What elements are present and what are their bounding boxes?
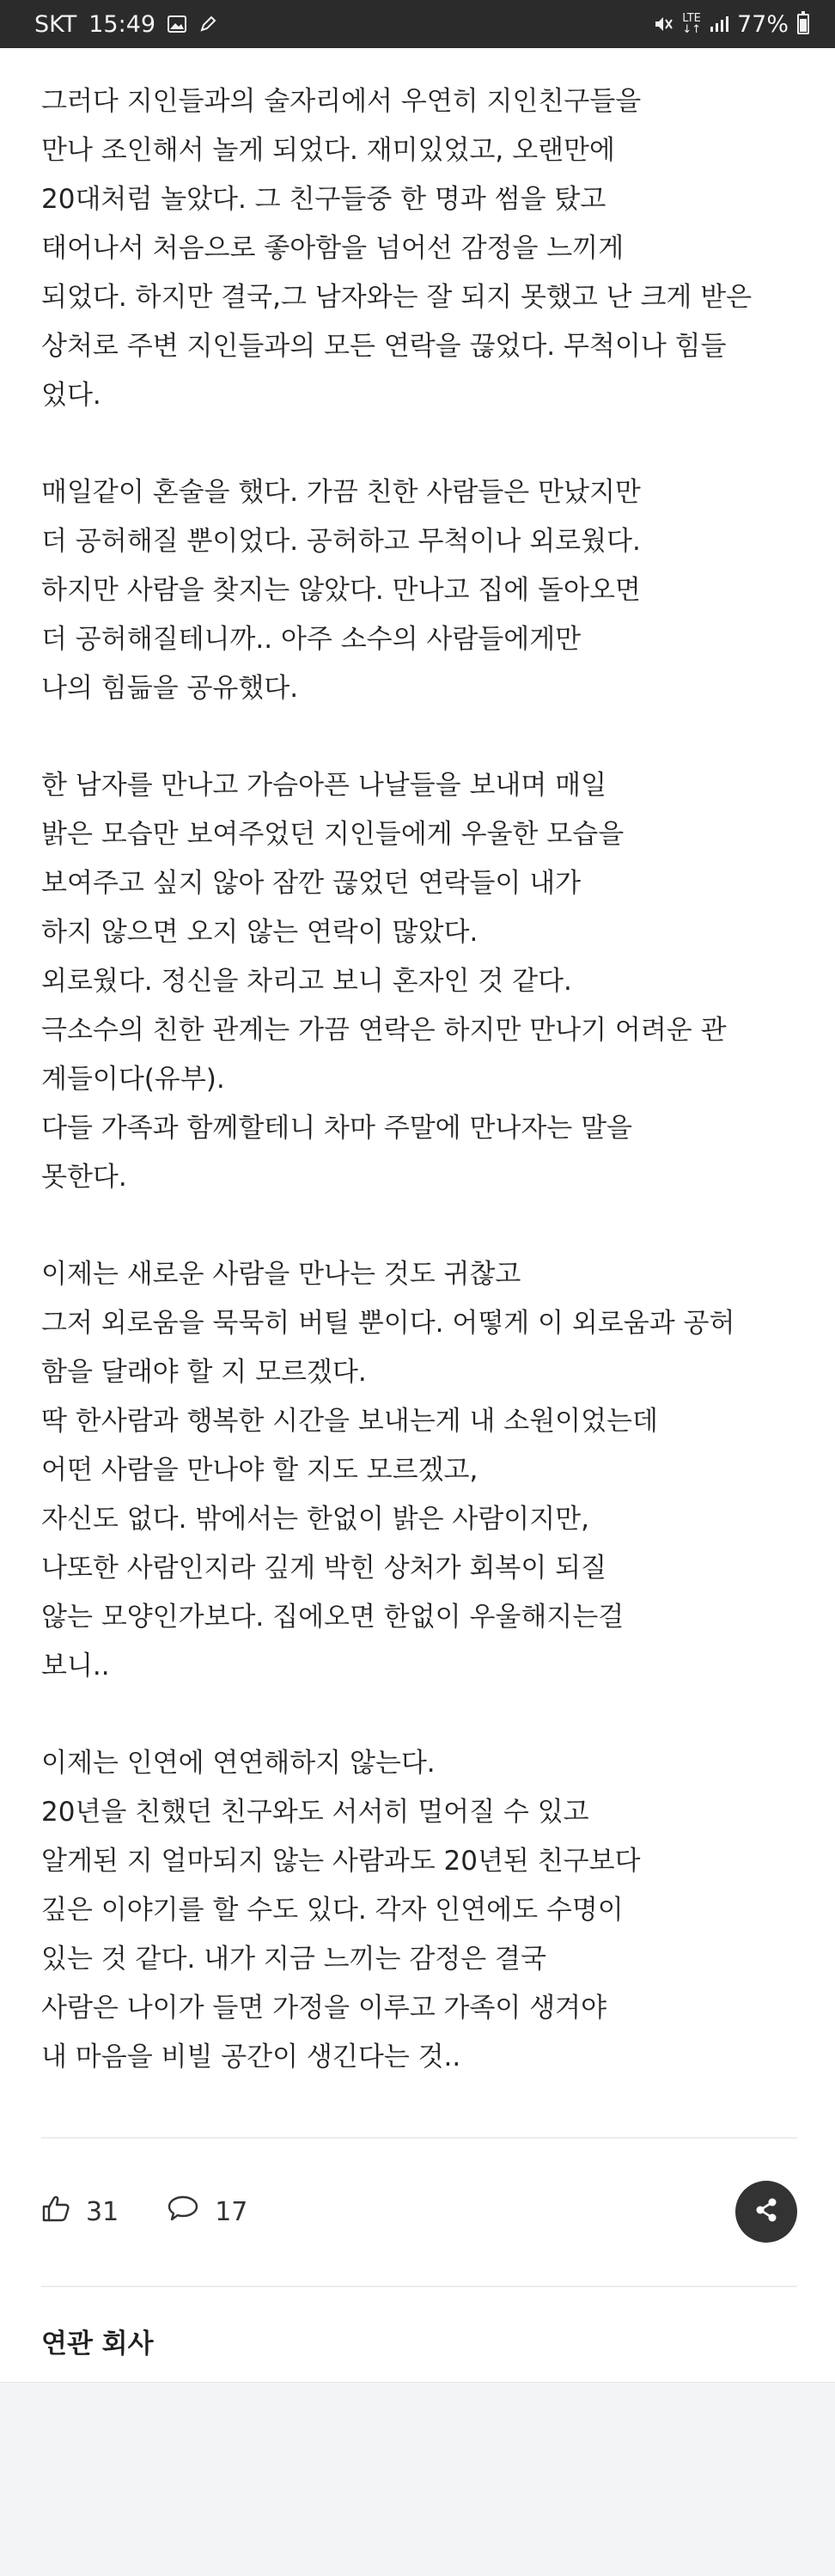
paragraph-line: 이제는 인연에 연연해하지 않는다. (41, 1748, 436, 1779)
post-actions (41, 2181, 797, 2243)
paragraph-line: 있는 것 같다. 내가 지금 느끼는 감정은 결국 (41, 1944, 546, 1975)
image-icon (168, 15, 186, 33)
paragraph-line: 나의 힘듦을 공유했다. (41, 673, 299, 704)
paragraph-line: 외로웠다. 정신을 차리고 보니 혼자인 것 같다. (41, 966, 572, 997)
paragraph-line: 내 마음을 비빌 공간이 생긴다는 것.. (41, 2042, 461, 2072)
divider (41, 2137, 797, 2139)
paragraph-line: 태어나서 처음으로 좋아함을 넘어선 감정을 느끼게 (41, 233, 625, 264)
paragraph-line: 었다. (41, 380, 101, 411)
paragraph-line: 극소수의 친한 관계는 가끔 연락은 하지만 만나기 어려운 관 (41, 1015, 727, 1046)
like-count: 31 (86, 2196, 119, 2227)
paragraph-line: 하지만 사람을 찾지는 않았다. 만나고 집에 돌아오면 (41, 575, 641, 606)
pen-icon (198, 15, 217, 34)
paragraph-line: 다들 가족과 함께할테니 차마 주말에 만나자는 말을 (41, 1113, 632, 1144)
post-paragraph (41, 468, 797, 713)
paragraph-line: 만나 조인해서 놀게 되었다. 재미있었고, 오랜만에 (41, 135, 615, 166)
paragraph-line: 않는 모양인가보다. 집에오면 한없이 우울해지는걸 (41, 1602, 625, 1633)
paragraph-line: 되었다. 하지만 결국,그 남자와는 잘 되지 못했고 난 크게 받은 (41, 282, 753, 313)
paragraph-line: 더 공허해질테니까.. 아주 소수의 사람들에게만 (41, 624, 582, 655)
speech-bubble-icon (167, 2194, 199, 2229)
battery-percent: 77% (736, 10, 789, 38)
post-body (41, 77, 797, 2130)
paragraph-line: 하지 않으면 오지 않는 연락이 많았다. (41, 917, 478, 948)
status-bar-right (653, 11, 809, 38)
clock: 15:49 (88, 10, 156, 38)
paragraph-line: 한 남자를 만나고 가슴아픈 나날들을 보내며 매일 (41, 770, 607, 801)
signal-icon (710, 15, 728, 33)
paragraph-line: 깊은 이야기를 할 수도 있다. 각자 인연에도 수명이 (41, 1895, 624, 1926)
paragraph-line: 20년을 친했던 친구와도 서서히 멀어질 수 있고 (41, 1797, 589, 1828)
related-companies-area (0, 2382, 835, 2576)
carrier-label: SKT (34, 10, 77, 38)
paragraph-line: 더 공허해질 뿐이었다. 공허하고 무척이나 외로웠다. (41, 526, 641, 557)
post-paragraph (41, 1739, 797, 2082)
mute-icon (653, 15, 673, 34)
paragraph-line: 그저 외로움을 묵묵히 버틸 뿐이다. 어떻게 이 외로움과 공허 (41, 1308, 735, 1339)
like-button[interactable] (41, 2194, 119, 2229)
paragraph-line: 어떤 사람을 만나야 할 지도 모르겠고, (41, 1455, 478, 1486)
status-bar (0, 0, 835, 48)
share-icon (752, 2195, 781, 2228)
paragraph-line: 딱 한사람과 행복한 시간을 보내는게 내 소원이었는데 (41, 1406, 658, 1437)
paragraph-line: 밝은 모습만 보여주었던 지인들에게 우울한 모습을 (41, 819, 625, 850)
paragraph-line: 상처로 주변 지인들과의 모든 연락을 끊었다. 무척이나 힘들 (41, 331, 727, 362)
thumbs-up-icon (41, 2194, 70, 2229)
paragraph-line: 자신도 없다. 밖에서는 한없이 밝은 사람이지만, (41, 1504, 589, 1535)
comment-button[interactable] (167, 2194, 247, 2229)
share-button[interactable] (735, 2181, 797, 2243)
post-paragraph (41, 1250, 797, 1691)
post-paragraph (41, 761, 797, 1202)
paragraph-line: 알게된 지 얼마되지 않는 사람과도 20년된 친구보다 (41, 1846, 641, 1877)
paragraph-line: 함을 달래야 할 지 모르겠다. (41, 1357, 367, 1388)
paragraph-line: 이제는 새로운 사람을 만나는 것도 귀찮고 (41, 1259, 521, 1290)
paragraph-line: 매일같이 혼술을 했다. 가끔 친한 사람들은 만났지만 (41, 477, 641, 508)
paragraph-line: 못한다. (41, 1162, 127, 1193)
paragraph-line: 보여주고 싶지 않아 잠깐 끊었던 연락들이 내가 (41, 868, 582, 899)
comment-count: 17 (215, 2196, 248, 2227)
battery-icon (797, 14, 809, 34)
paragraph-line: 계들이다(유부). (41, 1064, 225, 1095)
status-bar-left (34, 11, 217, 38)
paragraph-line: 20대처럼 놀았다. 그 친구들중 한 명과 썸을 탔고 (41, 184, 606, 215)
lte-icon: LTE ↓↑ (682, 12, 701, 36)
lte-label: LTE (682, 12, 701, 25)
paragraph-line: 사람은 나이가 들면 가정을 이루고 가족이 생겨야 (41, 1993, 607, 2024)
paragraph-line: 보니.. (41, 1651, 110, 1682)
paragraph-line: 나또한 사람인지라 깊게 박힌 상처가 회복이 되질 (41, 1553, 607, 1584)
post-paragraph (41, 77, 797, 420)
paragraph-line: 그러다 지인들과의 술자리에서 우연히 지인친구들을 (41, 86, 642, 117)
related-companies-heading: 연관 회사 (41, 2329, 154, 2359)
divider (41, 2286, 797, 2287)
